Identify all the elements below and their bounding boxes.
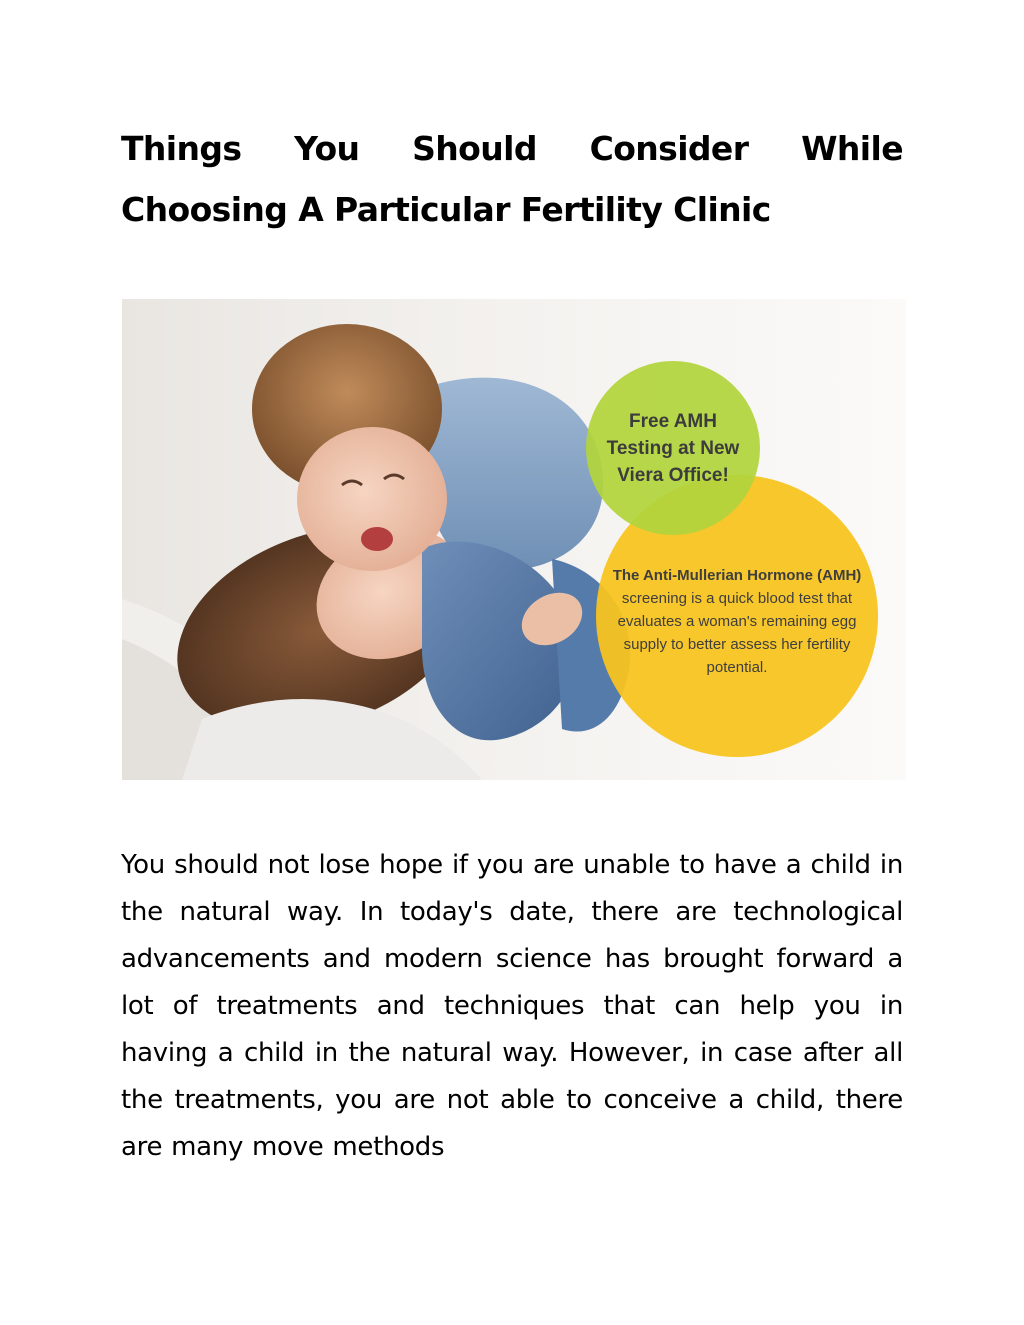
hero-image [122, 299, 906, 780]
article-body: You should not lose hope if you are unable to have a child in the natural way. In today's date, there are technological advancements and modern science has brought forward a lot of treatments and techniques that can help you in having a child in the natural way. However, in case after all the treatments, you are not able to conceive a child, there are many move methods [121, 850, 903, 1162]
free-amh-bubble [586, 361, 760, 535]
free-amh-text: Free AMH Testing at New Viera Office! [606, 410, 740, 486]
amh-info-text: screening is a quick blood test that evaluates a woman's remaining egg supply to better assess her fertility potential. [617, 590, 857, 676]
page-title: Things You Should Consider While Choosing A Particular Fertility Clinic [121, 129, 903, 229]
amh-info-heading: The Anti-Mullerian Hormone (AMH) [612, 567, 862, 584]
